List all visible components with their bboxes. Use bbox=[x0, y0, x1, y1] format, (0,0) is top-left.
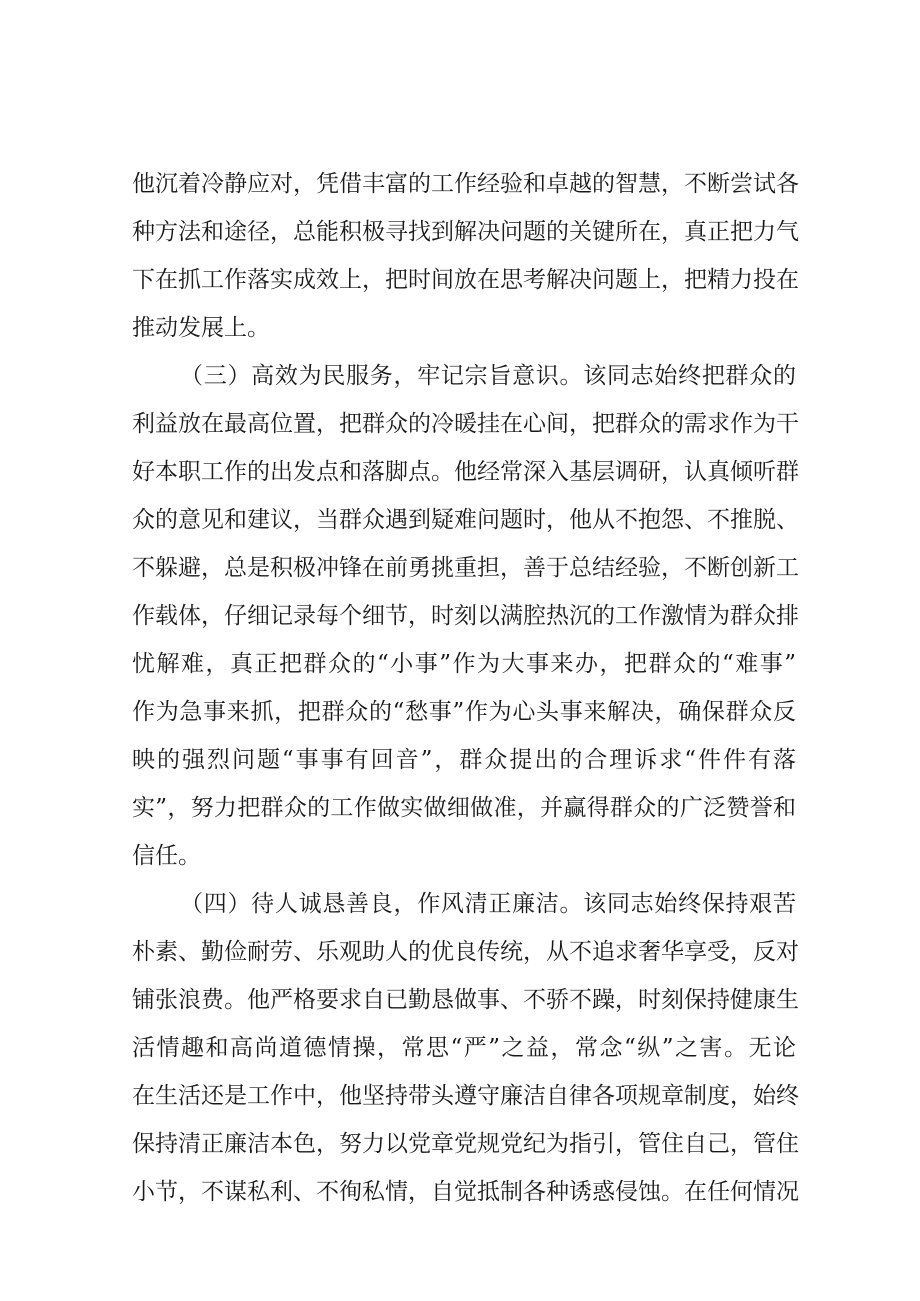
text-line: 种方法和途径，总能积极寻找到解决问题的关键所在，真正把力气 bbox=[132, 219, 799, 245]
text-line: 信任。 bbox=[132, 843, 201, 869]
text-line: 推动发展上。 bbox=[132, 315, 270, 341]
text-line: 铺张浪费。他严格要求自已勤恳做事、不骄不躁，时刻保持健康生 bbox=[132, 987, 799, 1013]
text-line: 忧解难，真正把群众的“小事”作为大事来办，把群众的“难事” bbox=[132, 651, 796, 677]
text-line: 利益放在最高位置，把群众的冷暖挂在心间，把群众的需求作为干 bbox=[132, 411, 799, 437]
text-line: 活情趣和高尚道德情操，常思“严”之益，常念“纵”之害。无论 bbox=[132, 1035, 796, 1061]
text-line: 朴素、勤俭耐劳、乐观助人的优良传统，从不追求奢华享受，反对 bbox=[132, 939, 799, 965]
text-line: 作为急事来抓，把群众的“愁事”作为心头事来解决，确保群众反 bbox=[132, 699, 796, 725]
text-line: 小节，不谋私利、不徇私情，自觉抵制各种诱惑侵蚀。在任何情况 bbox=[132, 1179, 799, 1205]
text-line: 下在抓工作落实成效上，把时间放在思考解决问题上，把精力投在 bbox=[132, 267, 799, 293]
text-line: 好本职工作的出发点和落脚点。他经常深入基层调研，认真倾听群 bbox=[132, 459, 799, 485]
section-heading-line: （四）待人诚恳善良，作风清正廉洁。该同志始终保持艰苦 bbox=[180, 891, 796, 917]
text-line: 他沉着冷静应对，凭借丰富的工作经验和卓越的智慧，不断尝试各 bbox=[132, 171, 799, 197]
text-line: 保持清正廉洁本色，努力以党章党规党纪为指引，管住自己，管住 bbox=[132, 1131, 799, 1157]
text-line: 作载体，仔细记录每个细节，时刻以满腔热沉的工作激情为群众排 bbox=[132, 603, 799, 629]
text-line: 不躲避，总是积极冲锋在前勇挑重担，善于总结经验，不断创新工 bbox=[132, 555, 799, 581]
text-line: 映的强烈问题“事事有回音”，群众提出的合理诉求“件件有落 bbox=[132, 747, 796, 773]
text-line: 实”，努力把群众的工作做实做细做准，并赢得群众的广泛赞誉和 bbox=[132, 795, 796, 821]
text-line: 众的意见和建议，当群众遇到疑难问题时，他从不抱怨、不推脱、 bbox=[132, 507, 799, 533]
text-line: 在生活还是工作中，他坚持带头遵守廉洁自律各项规章制度，始终 bbox=[132, 1083, 799, 1109]
section-heading-line: （三）高效为民服务，牢记宗旨意识。该同志始终把群众的 bbox=[180, 363, 796, 389]
